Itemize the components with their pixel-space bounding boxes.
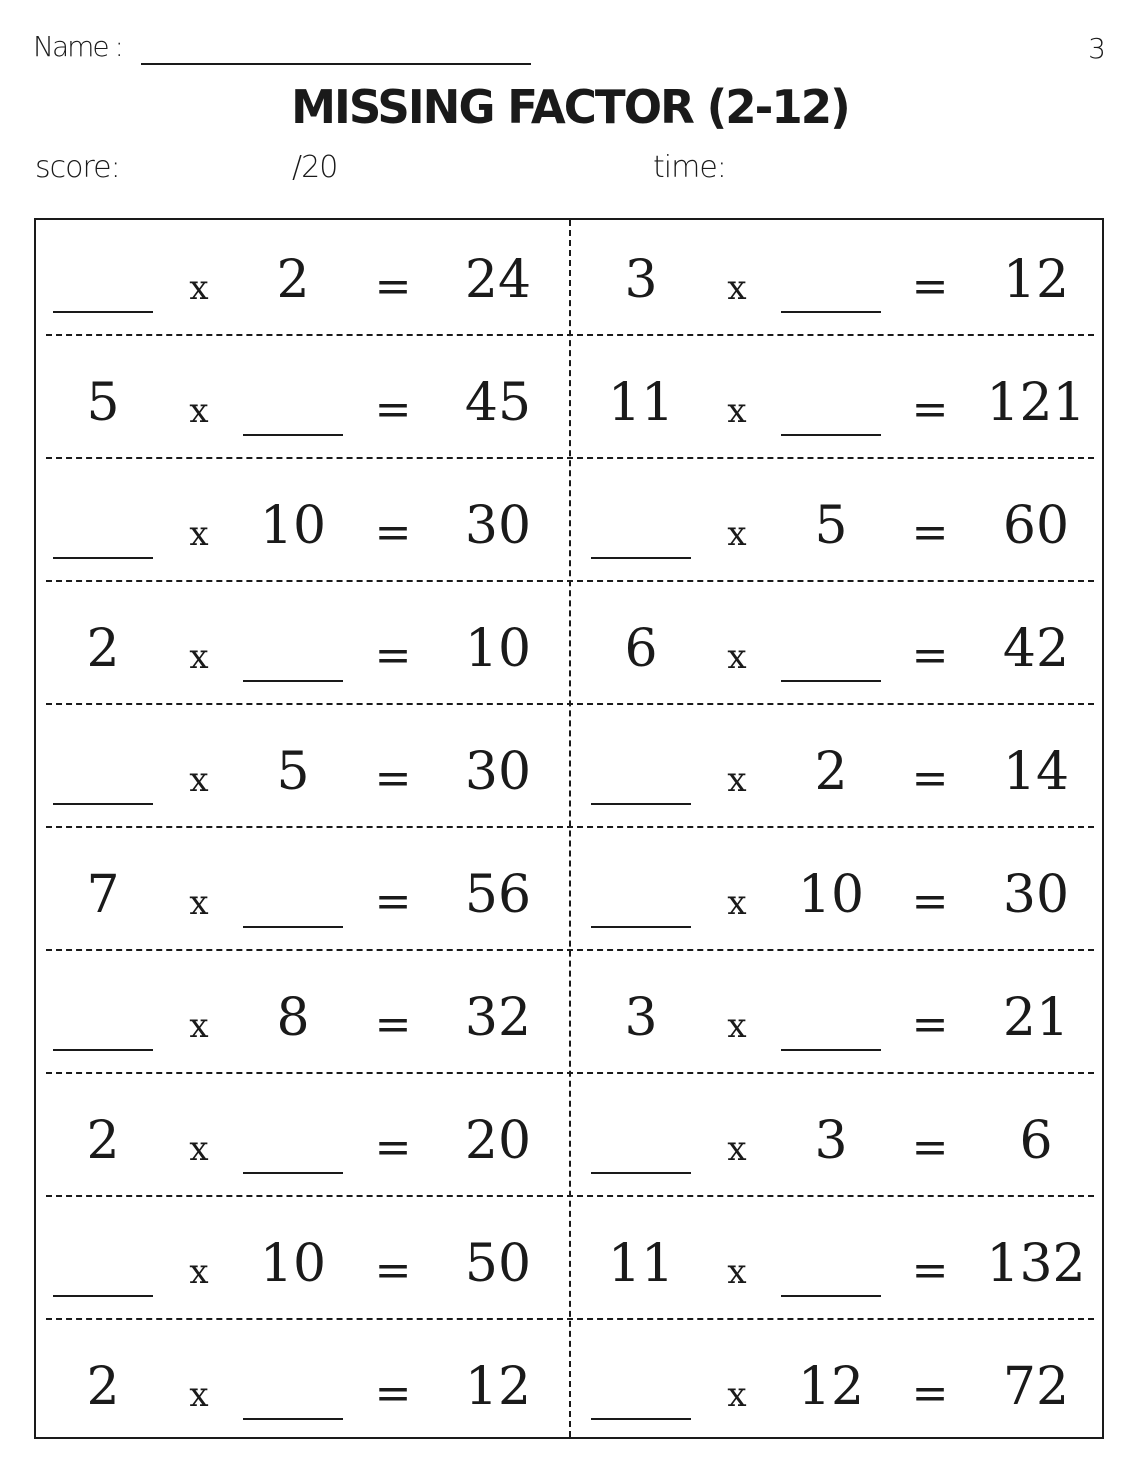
problem-5-left-equals-sign: = bbox=[374, 753, 412, 804]
problem-10-right-factor-b: 12 bbox=[797, 1357, 865, 1417]
problem-3-right-times-sign: x bbox=[727, 514, 747, 554]
row-divider bbox=[46, 1195, 1094, 1197]
problem-7-right-times-sign: x bbox=[727, 1006, 747, 1046]
problem-1-right-product: 12 bbox=[1002, 250, 1070, 310]
problem-1-left-times-sign: x bbox=[189, 268, 209, 308]
problem-2-left-product: 45 bbox=[464, 373, 532, 433]
problem-8-left-factor-b-blank[interactable] bbox=[243, 1172, 343, 1174]
problem-9-right-times-sign: x bbox=[727, 1252, 747, 1292]
problem-1-left-factor-a-blank[interactable] bbox=[53, 311, 153, 313]
problem-8-right-times-sign: x bbox=[727, 1129, 747, 1169]
problem-2-left-times-sign: x bbox=[189, 391, 209, 431]
page-number: 3 bbox=[1088, 32, 1106, 65]
problem-6-right-factor-b: 10 bbox=[797, 865, 865, 925]
problem-6-left-equals-sign: = bbox=[374, 876, 412, 927]
problem-4-left-factor-a: 2 bbox=[86, 619, 120, 679]
problem-5-right-factor-b: 2 bbox=[814, 742, 848, 802]
problem-10-left-product: 12 bbox=[464, 1357, 532, 1417]
problem-3-left-product: 30 bbox=[464, 496, 532, 556]
problem-3-right-product: 60 bbox=[1002, 496, 1070, 556]
problem-1-right-factor-b-blank[interactable] bbox=[781, 311, 881, 313]
name-field[interactable] bbox=[141, 63, 531, 65]
problem-5-right-times-sign: x bbox=[727, 760, 747, 800]
problem-10-left-times-sign: x bbox=[189, 1375, 209, 1415]
problem-7-right-equals-sign: = bbox=[911, 999, 949, 1050]
problem-8-left-factor-a: 2 bbox=[86, 1111, 120, 1171]
problem-8-left-equals-sign: = bbox=[374, 1122, 412, 1173]
problem-9-left-equals-sign: = bbox=[374, 1245, 412, 1296]
problem-4-right-times-sign: x bbox=[727, 637, 747, 677]
problem-2-right-times-sign: x bbox=[727, 391, 747, 431]
name-row bbox=[33, 30, 553, 70]
problem-4-right-product: 42 bbox=[1002, 619, 1070, 679]
problem-9-left-factor-a-blank[interactable] bbox=[53, 1295, 153, 1297]
row-divider bbox=[46, 1072, 1094, 1074]
problem-4-right-factor-b-blank[interactable] bbox=[781, 680, 881, 682]
problem-7-left-equals-sign: = bbox=[374, 999, 412, 1050]
problem-2-right-equals-sign: = bbox=[911, 384, 949, 435]
problem-3-left-factor-a-blank[interactable] bbox=[53, 557, 153, 559]
problem-10-left-factor-b-blank[interactable] bbox=[243, 1418, 343, 1420]
problem-1-left-product: 24 bbox=[464, 250, 532, 310]
problem-7-right-factor-a: 3 bbox=[624, 988, 658, 1048]
problem-5-left-factor-b: 5 bbox=[276, 742, 310, 802]
problem-10-right-times-sign: x bbox=[727, 1375, 747, 1415]
time-label: time: bbox=[653, 150, 726, 185]
problem-10-right-factor-a-blank[interactable] bbox=[591, 1418, 691, 1420]
problem-5-left-factor-a-blank[interactable] bbox=[53, 803, 153, 805]
problem-8-right-product: 6 bbox=[1019, 1111, 1053, 1171]
problem-2-right-factor-b-blank[interactable] bbox=[781, 434, 881, 436]
problem-4-right-factor-a: 6 bbox=[624, 619, 658, 679]
problem-7-left-factor-b: 8 bbox=[276, 988, 310, 1048]
problem-4-left-product: 10 bbox=[464, 619, 532, 679]
column-divider bbox=[569, 220, 571, 1437]
problem-3-left-factor-b: 10 bbox=[259, 496, 327, 556]
problem-8-right-equals-sign: = bbox=[911, 1122, 949, 1173]
problem-8-left-product: 20 bbox=[464, 1111, 532, 1171]
problem-10-left-equals-sign: = bbox=[374, 1368, 412, 1419]
problem-6-left-product: 56 bbox=[464, 865, 532, 925]
name-label: Name : bbox=[33, 30, 122, 63]
problem-6-right-product: 30 bbox=[1002, 865, 1070, 925]
problem-10-right-product: 72 bbox=[1002, 1357, 1070, 1417]
problem-2-left-factor-a: 5 bbox=[86, 373, 120, 433]
problem-2-right-factor-a: 11 bbox=[607, 373, 675, 433]
problem-9-right-product: 132 bbox=[986, 1234, 1086, 1294]
problem-7-right-factor-b-blank[interactable] bbox=[781, 1049, 881, 1051]
problem-2-right-product: 121 bbox=[986, 373, 1086, 433]
problem-9-right-equals-sign: = bbox=[911, 1245, 949, 1296]
problem-4-left-times-sign: x bbox=[189, 637, 209, 677]
row-divider bbox=[46, 826, 1094, 828]
problem-5-right-product: 14 bbox=[1002, 742, 1070, 802]
problem-5-left-times-sign: x bbox=[189, 760, 209, 800]
problem-3-left-times-sign: x bbox=[189, 514, 209, 554]
problem-1-left-equals-sign: = bbox=[374, 261, 412, 312]
page-title: MISSING FACTOR (2-12) bbox=[291, 80, 849, 134]
problem-5-left-product: 30 bbox=[464, 742, 532, 802]
problem-6-right-times-sign: x bbox=[727, 883, 747, 923]
problem-3-right-equals-sign: = bbox=[911, 507, 949, 558]
problem-2-left-equals-sign: = bbox=[374, 384, 412, 435]
problem-5-right-factor-a-blank[interactable] bbox=[591, 803, 691, 805]
problem-6-left-factor-b-blank[interactable] bbox=[243, 926, 343, 928]
problem-9-right-factor-a: 11 bbox=[607, 1234, 675, 1294]
score-label: score: bbox=[35, 150, 120, 185]
problem-1-right-equals-sign: = bbox=[911, 261, 949, 312]
score-total: /20 bbox=[292, 150, 338, 185]
problem-6-right-equals-sign: = bbox=[911, 876, 949, 927]
row-divider bbox=[46, 949, 1094, 951]
row-divider bbox=[46, 334, 1094, 336]
problem-1-right-times-sign: x bbox=[727, 268, 747, 308]
problem-9-left-product: 50 bbox=[464, 1234, 532, 1294]
problem-8-left-times-sign: x bbox=[189, 1129, 209, 1169]
problem-7-left-factor-a-blank[interactable] bbox=[53, 1049, 153, 1051]
problem-3-right-factor-a-blank[interactable] bbox=[591, 557, 691, 559]
problem-2-left-factor-b-blank[interactable] bbox=[243, 434, 343, 436]
row-divider bbox=[46, 703, 1094, 705]
problem-6-left-times-sign: x bbox=[189, 883, 209, 923]
problem-7-left-product: 32 bbox=[464, 988, 532, 1048]
problem-3-right-factor-b: 5 bbox=[814, 496, 848, 556]
problem-5-right-equals-sign: = bbox=[911, 753, 949, 804]
problem-6-left-factor-a: 7 bbox=[86, 865, 120, 925]
problem-8-right-factor-b: 3 bbox=[814, 1111, 848, 1171]
problem-9-left-times-sign: x bbox=[189, 1252, 209, 1292]
problem-7-left-times-sign: x bbox=[189, 1006, 209, 1046]
problem-9-right-factor-b-blank[interactable] bbox=[781, 1295, 881, 1297]
row-divider bbox=[46, 580, 1094, 582]
problem-3-left-equals-sign: = bbox=[374, 507, 412, 558]
problem-4-right-equals-sign: = bbox=[911, 630, 949, 681]
problem-6-right-factor-a-blank[interactable] bbox=[591, 926, 691, 928]
problem-1-right-factor-a: 3 bbox=[624, 250, 658, 310]
problem-4-left-factor-b-blank[interactable] bbox=[243, 680, 343, 682]
row-divider bbox=[46, 1318, 1094, 1320]
problem-1-left-factor-b: 2 bbox=[276, 250, 310, 310]
problem-10-right-equals-sign: = bbox=[911, 1368, 949, 1419]
row-divider bbox=[46, 457, 1094, 459]
problem-9-left-factor-b: 10 bbox=[259, 1234, 327, 1294]
problem-4-left-equals-sign: = bbox=[374, 630, 412, 681]
problem-10-left-factor-a: 2 bbox=[86, 1357, 120, 1417]
problem-8-right-factor-a-blank[interactable] bbox=[591, 1172, 691, 1174]
problem-7-right-product: 21 bbox=[1002, 988, 1070, 1048]
